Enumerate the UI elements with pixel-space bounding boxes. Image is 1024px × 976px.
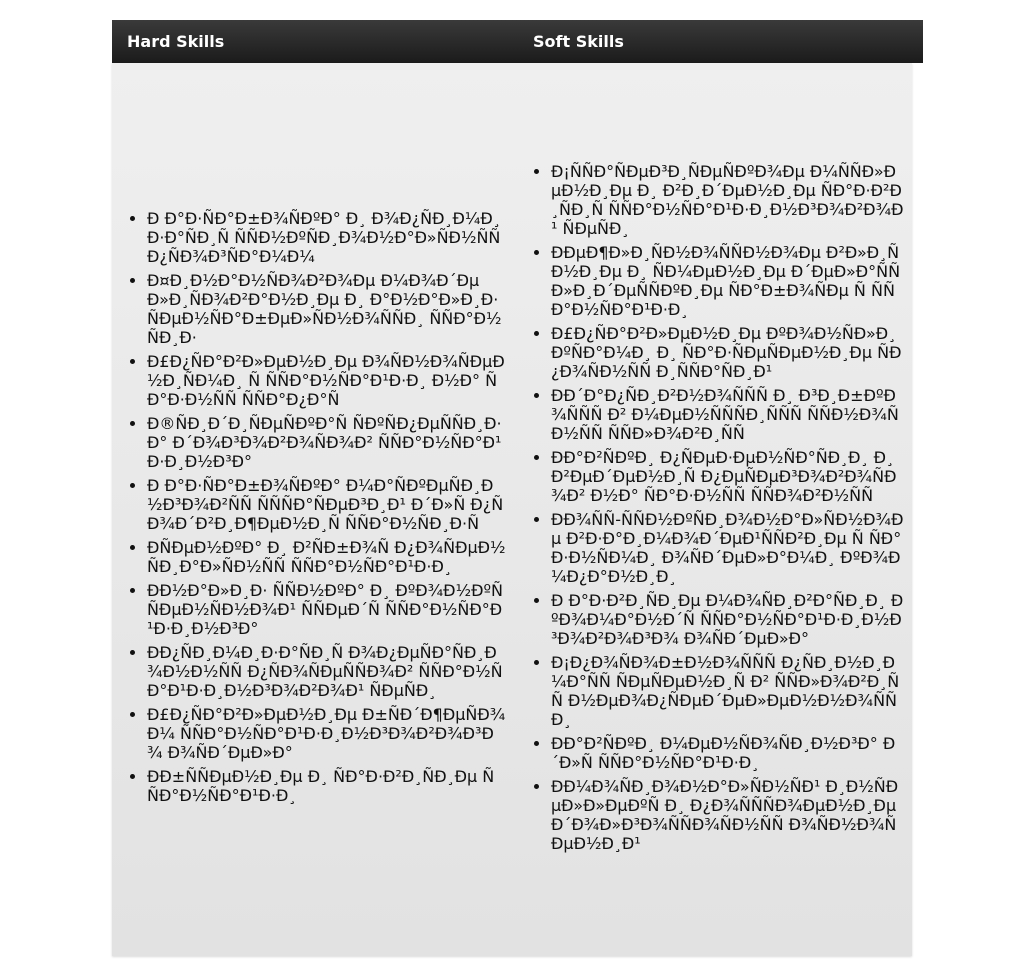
list-item: • Ð Ð°Ð·Ð²Ð¸ÑÐ¸Ðµ Ð¼Ð¾ÑÐ¸Ð²Ð°ÑÐ¸Ð¸ ÐºÐ¾Ð¼Ð°Ð½Ð´Ñ ÑÑÐ°Ð½ÑÐ°Ð¹Ð·Ð¸Ð½Ð³Ð¾Ð²Ð¾Ð³Ð¾ Ð¾ÑÐ´ÐµÐ»Ð° [551,591,912,648]
skills-table [112,20,923,956]
table-header-row [112,20,923,63]
list-item: • ÐÐ¾ÑÑ-ÑÑÐ½ÐºÑÐ¸Ð¾Ð½Ð°Ð»ÑÐ½Ð¾Ðµ Ð²Ð·Ð°Ð¸Ð¼Ð¾Ð´ÐµÐ¹ÑÑÐ²Ð¸Ðµ Ñ ÑÐ°Ð·Ð½ÑÐ¼Ð¸ Ð¾ÑÐ´ÐµÐ»Ð°Ð¼Ð¸ ÐºÐ¾Ð¼Ð¿Ð°Ð½Ð¸Ð¸ [551,510,912,586]
list-item: • Ð¡ÑÑÐ°ÑÐµÐ³Ð¸ÑÐµÑÐºÐ¾Ðµ Ð¼ÑÑÐ»ÐµÐ½Ð¸Ðµ Ð¸ Ð²Ð¸Ð´ÐµÐ½Ð¸Ðµ ÑÐ°Ð·Ð²Ð¸ÑÐ¸Ñ ÑÑÐ°Ð½ÑÐ°Ð¹Ð·Ð¸Ð½Ð³Ð¾Ð²Ð¾Ð¹ ÑÐµÑÐ¸ [551,162,912,238]
list-item: • Ð®ÑÐ¸Ð´Ð¸ÑÐµÑÐºÐ°Ñ ÑÐºÑÐ¿ÐµÑÑÐ¸Ð·Ð° Ð´Ð¾Ð³Ð¾Ð²Ð¾ÑÐ¾Ð² ÑÑÐ°Ð½ÑÐ°Ð¹Ð·Ð¸Ð½Ð³Ð° [147,414,512,471]
hard-skills-cell [112,63,512,956]
list-item: • Ð¤Ð¸Ð½Ð°Ð½ÑÐ¾Ð²Ð¾Ðµ Ð¼Ð¾Ð´ÐµÐ»Ð¸ÑÐ¾Ð²Ð°Ð½Ð¸Ðµ Ð¸ Ð°Ð½Ð°Ð»Ð¸Ð· ÑÐµÐ½ÑÐ°Ð±ÐµÐ»ÑÐ½Ð¾ÑÑÐ¸ ÑÑÐ°Ð½ÑÐ¸Ð· [147,271,512,347]
list-item: • Ð¡Ð¿Ð¾ÑÐ¾Ð±Ð½Ð¾ÑÑÑ Ð¿ÑÐ¸Ð½Ð¸Ð¼Ð°ÑÑ ÑÐµÑÐµÐ½Ð¸Ñ Ð² ÑÑÐ»Ð¾Ð²Ð¸ÑÑ Ð½ÐµÐ¾Ð¿ÑÐµÐ´ÐµÐ»ÐµÐ½Ð½Ð¾ÑÑÐ¸ [551,653,912,729]
list-item: • ÐÐ½Ð°Ð»Ð¸Ð· ÑÑÐ½ÐºÐ° Ð¸ ÐºÐ¾Ð½ÐºÑÑÐµÐ½ÑÐ½Ð¾Ð¹ ÑÑÐµÐ´Ñ ÑÑÐ°Ð½ÑÐ°Ð¹Ð·Ð¸Ð½Ð³Ð° [147,581,512,638]
list-item: • Ð Ð°Ð·ÑÐ°Ð±Ð¾ÑÐºÐ° Ð¼Ð°ÑÐºÐµÑÐ¸Ð½Ð³Ð¾Ð²ÑÑ ÑÑÑÐ°ÑÐµÐ³Ð¸Ð¹ Ð´Ð»Ñ Ð¿ÑÐ¾Ð´Ð²Ð¸Ð¶ÐµÐ½Ð¸Ñ ÑÑÐ°Ð½ÑÐ¸Ð·Ñ [147,476,512,533]
list-item: • Ð£Ð¿ÑÐ°Ð²Ð»ÐµÐ½Ð¸Ðµ Ð±ÑÐ´Ð¶ÐµÑÐ¾Ð¼ ÑÑÐ°Ð½ÑÐ°Ð¹Ð·Ð¸Ð½Ð³Ð¾Ð²Ð¾Ð³Ð¾ Ð¾ÑÐ´ÐµÐ»Ð° [147,705,512,762]
list-item: • ÐÐ¿ÑÐ¸Ð¼Ð¸Ð·Ð°ÑÐ¸Ñ Ð¾Ð¿ÐµÑÐ°ÑÐ¸Ð¾Ð½Ð½ÑÑ Ð¿ÑÐ¾ÑÐµÑÑÐ¾Ð² ÑÑÐ°Ð½ÑÐ°Ð¹Ð·Ð¸Ð½Ð³Ð¾Ð²Ð¾Ð¹ ÑÐµÑÐ¸ [147,643,512,700]
list-item: • ÐÐ´Ð°Ð¿ÑÐ¸Ð²Ð½Ð¾ÑÑÑ Ð¸ Ð³Ð¸Ð±ÐºÐ¾ÑÑÑ Ð² Ð¼ÐµÐ½ÑÑÑÐ¸ÑÑÑ ÑÑÐ½Ð¾ÑÐ½ÑÑ ÑÑÐ»Ð¾Ð²Ð¸ÑÑ [551,386,912,443]
list-item: • ÐÐ±ÑÑÐµÐ½Ð¸Ðµ Ð¸ ÑÐ°Ð·Ð²Ð¸ÑÐ¸Ðµ ÑÑÐ°Ð½ÑÐ°Ð¹Ð·Ð¸ [147,767,512,805]
hard-skills-list [112,209,512,810]
list-item: • ÐÐ¼Ð¾ÑÐ¸Ð¾Ð½Ð°Ð»ÑÐ½ÑÐ¹ Ð¸Ð½ÑÐµÐ»Ð»ÐµÐºÑ Ð¸ Ð¿Ð¾ÑÑÑÐ¾ÐµÐ½Ð¸Ðµ Ð´Ð¾Ð»Ð³Ð¾ÑÑÐ¾ÑÐ½ÑÑ Ð¾ÑÐ½Ð¾ÑÐµÐ½Ð¸Ð¹ [551,777,912,853]
table-body-row [112,63,912,956]
soft-skills-cell [512,63,912,956]
list-item: • ÐÐ°Ð²ÑÐºÐ¸ Ð¿ÑÐµÐ·ÐµÐ½ÑÐ°ÑÐ¸Ð¸ Ð¸ Ð²ÐµÐ´ÐµÐ½Ð¸Ñ Ð¿ÐµÑÐµÐ³Ð¾Ð²Ð¾ÑÐ¾Ð² Ð½Ð° ÑÐ°Ð·Ð½ÑÑ ÑÑÐ¾Ð²Ð½ÑÑ [551,448,912,505]
list-item: • ÐÐ°Ð²ÑÐºÐ¸ Ð¼ÐµÐ½ÑÐ¾ÑÐ¸Ð½Ð³Ð° Ð´Ð»Ñ ÑÑÐ°Ð½ÑÐ°Ð¹Ð·Ð¸ [551,734,912,772]
soft-skills-list [512,162,912,858]
soft-skills-header: Soft Skills [533,32,624,51]
list-item: • ÐÐµÐ¶Ð»Ð¸ÑÐ½Ð¾ÑÑÐ½Ð¾Ðµ Ð²Ð»Ð¸ÑÐ½Ð¸Ðµ Ð¸ ÑÐ¼ÐµÐ½Ð¸Ðµ Ð´ÐµÐ»Ð°ÑÑ Ð»Ð¸Ð´ÐµÑÑÐºÐ¸Ðµ ÑÐ°Ð±Ð¾ÑÐµ Ñ ÑÑÐ°Ð½ÑÐ°Ð¹Ð·Ð¸ [551,243,912,319]
list-item: • Ð Ð°Ð·ÑÐ°Ð±Ð¾ÑÐºÐ° Ð¸ Ð¾Ð¿ÑÐ¸Ð¼Ð¸Ð·Ð°ÑÐ¸Ñ ÑÑÐ½ÐºÑÐ¸Ð¾Ð½Ð°Ð»ÑÐ½ÑÑ Ð¿ÑÐ¾Ð³ÑÐ°Ð¼Ð¼ [147,209,512,266]
list-item: • Ð£Ð¿ÑÐ°Ð²Ð»ÐµÐ½Ð¸Ðµ Ð¾ÑÐ½Ð¾ÑÐµÐ½Ð¸ÑÐ¼Ð¸ Ñ ÑÑÐ°Ð½ÑÐ°Ð¹Ð·Ð¸ Ð½Ð° ÑÐ°Ð·Ð½ÑÑ ÑÑÐ°Ð¿Ð°Ñ [147,352,512,409]
hard-skills-header: Hard Skills [127,32,225,51]
list-item: • Ð£Ð¿ÑÐ°Ð²Ð»ÐµÐ½Ð¸Ðµ ÐºÐ¾Ð½ÑÐ»Ð¸ÐºÑÐ°Ð¼Ð¸ Ð¸ ÑÐ°Ð·ÑÐµÑÐµÐ½Ð¸Ðµ ÑÐ¿Ð¾ÑÐ½ÑÑ Ð¸ÑÑÐ°ÑÐ¸Ð¹ [551,324,912,381]
list-item: • ÐÑÐµÐ½ÐºÐ° Ð¸ Ð²ÑÐ±Ð¾Ñ Ð¿Ð¾ÑÐµÐ½ÑÐ¸Ð°Ð»ÑÐ½ÑÑ ÑÑÐ°Ð½ÑÐ°Ð¹Ð·Ð¸ [147,538,512,576]
